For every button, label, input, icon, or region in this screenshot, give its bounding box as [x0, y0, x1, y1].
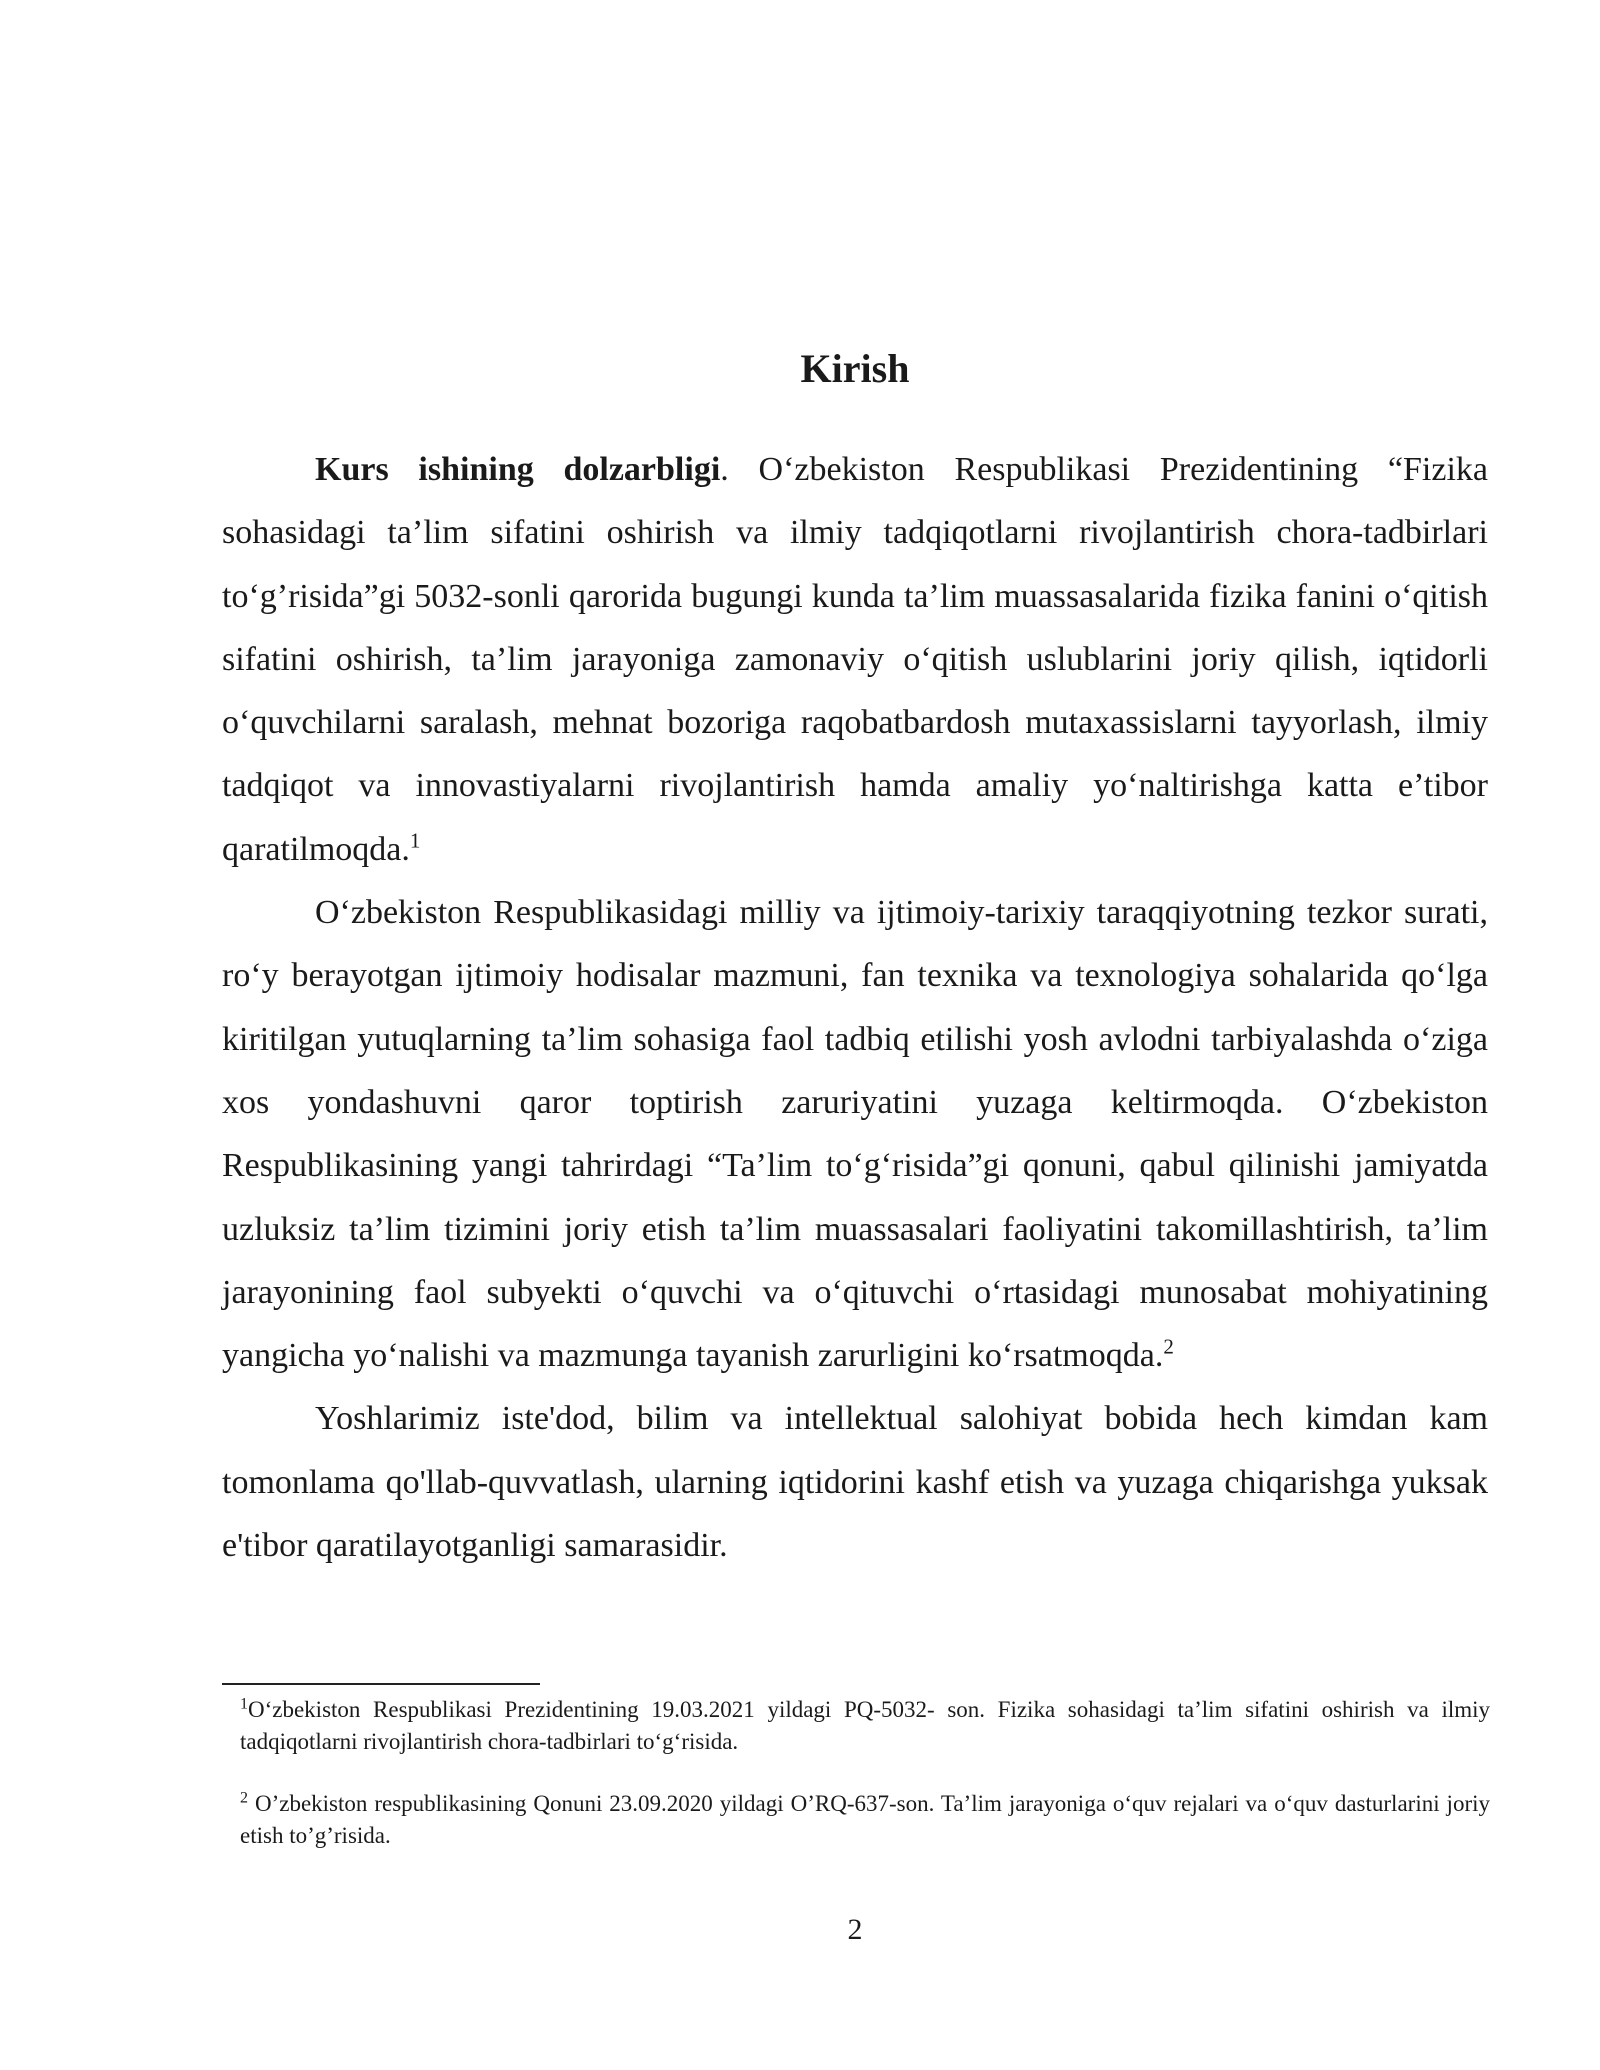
page-title: Kirish — [800, 346, 910, 391]
footnote-2 — [240, 1788, 1490, 1852]
paragraph-text: . O‘zbekiston Respublikasi Prezidentining “Fizika sohasidagi ta’lim sifatini oshirish va ilmiy tadqiqotlarni rivojlantirish chora-tadbirlari to‘g’risida”gi 5032-sonli qarorida bugungi kunda ta’lim muassasalarida fizika fanini o‘qitish sifatini oshirish, ta’lim jarayoniga zamonaviy o‘qitish uslublarini joriy qilish, iqtidorli o‘quvchilarni saralash, mehnat bozoriga raqobatbardosh mutaxassislarni tayyorlash, ilmiy tadqiqot va innovastiyalarni rivojlantirish hamda amaliy yo‘naltirishga katta e’tibor qaratilmoqda. — [222, 451, 1488, 868]
paragraph-3 — [222, 1387, 1488, 1577]
footnote-ref-2[interactable]: 2 — [1163, 1334, 1174, 1359]
paragraph-text: O‘zbekiston Respublikasidagi milliy va ijtimoiy-tarixiy taraqqiyotning tezkor surati, ro‘y berayotgan ijtimoiy hodisalar mazmuni, fan texnika va texnologiya sohalarida qo‘lga kiritilgan yutuqlarning ta’lim sohasiga faol tadbiq etilishi yosh avlodni tarbiyalashda o‘ziga xos yondashuvni qaror toptirish zaruriyatini yuzaga keltirmoqda. O‘zbekiston Respublikasining yangi tahrirdagi “Ta’lim to‘g‘risida”gi qonuni, qabul qilinishi jamiyatda uzluksiz ta’lim tizimini joriy etish ta’lim muassasalari faoliyatini takomillashtirish, ta’lim jarayonining faol subyekti o‘quvchi va o‘qituvchi o‘rtasidagi munosabat mohiyatining yangicha yo‘nalishi va mazmunga tayanish zarurligini ko‘rsatmoqda. — [222, 894, 1488, 1375]
footnote-text: O‘zbekiston Respublikasi Prezidentining 19.03.2021 yildagi PQ-5032- son. Fizika sohasidagi ta’lim sifatini oshirish va ilmiy tadqiqotlarni rivojlantirish chora-tadbirlari to‘g‘risida. — [240, 1697, 1490, 1754]
footnote-1 — [240, 1694, 1490, 1758]
footnote-separator — [222, 1683, 540, 1685]
paragraph-text: Yoshlarimiz iste'dod, bilim va intellektual salohiyat bobida hech kimdan kam tomonlama qo'llab-quvvatlash, ularning iqtidorini kashf etish va yuzaga chiqarishga yuksak e'tibor qaratilayotganligi samarasidir. — [222, 1400, 1488, 1565]
paragraph-2 — [222, 881, 1488, 1387]
page-number: 2 — [847, 1913, 863, 1946]
footnote-marker: 2 — [240, 1789, 248, 1807]
body-text — [222, 438, 1488, 1577]
footnote-text: O’zbekiston respublikasining Qonuni 23.09.2020 yildagi O’RQ-637-son. Ta’lim jarayoniga o‘quv rejalari va o‘quv dasturlarini joriy etish to’g’risida. — [240, 1791, 1490, 1848]
paragraph-lead: Kurs ishining dolzarbligi — [315, 451, 721, 488]
footnote-marker: 1 — [240, 1695, 248, 1713]
paragraph-1 — [222, 438, 1488, 881]
footnote-ref-1[interactable]: 1 — [409, 828, 421, 853]
